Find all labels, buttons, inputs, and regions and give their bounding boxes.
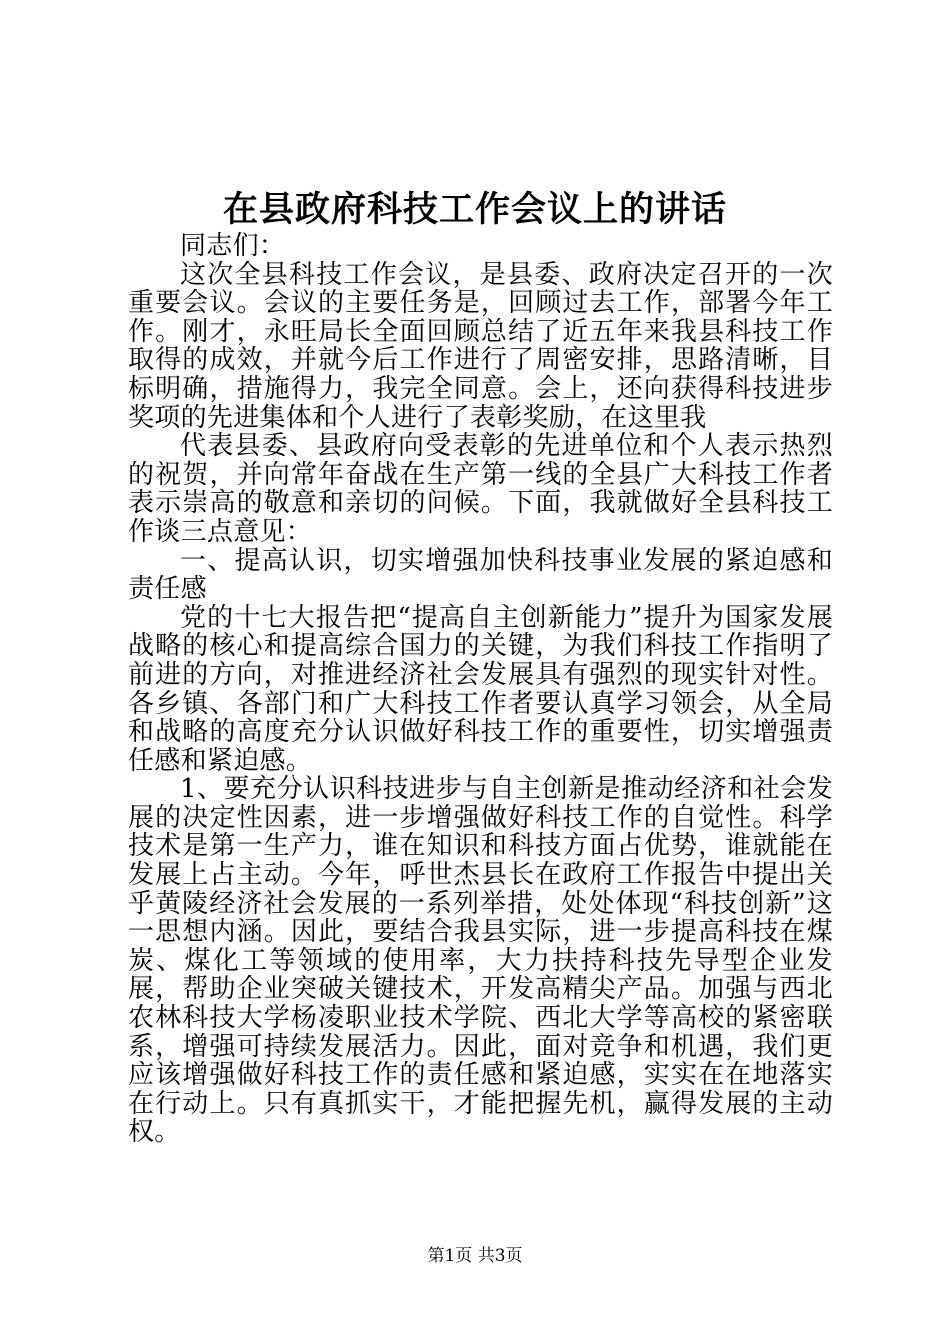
page-footer: 第1页 共3页 — [427, 1246, 523, 1266]
paragraph-point-1: 1、要充分认识科技进步与自主创新是推动经济和社会发展的决定性因素，进一步增强做好科技工作的自觉性。科学技术是第一生产力，谁在知识和科技方面占优势，谁就能在发展上占主动。今年，呼世杰县长在政府工作报告中提出关乎黄陵经济社会发展的一系列举措，处处体现“科技创新”这一思想内涵。因此，要结合我县实际，进一步提高科技在煤炭、煤化工等领域的使用率，大力扶持科技先导型企业发展，帮助企业突破关键技术，开发高精尖产品。加强与西北农林科技大学杨凌职业技术学院、西北大学等高校的紧密联系，增强可持续发展活力。因此，面对竞争和机遇，我们更应该增强做好科技工作的责任感和紧迫感，实实在在地落实在行动上。只有真抓实干，才能把握先机，赢得发展的主动权。 — [128, 774, 833, 1148]
paragraph-congratulations: 代表县委、县政府向受表彰的先进单位和个人表示热烈的祝贺，并向常年奋战在生产第一线的全县广大科技工作者表示崇高的敬意和亲切的问候。下面，我就做好全县科技工作谈三点意见： — [128, 431, 833, 547]
paragraph-section-1: 党的十七大报告把“提高自主创新能力”提升为国家发展战略的核心和提高综合国力的关键，为我们科技工作指明了前进的方向，对推进经济社会发展具有强烈的现实针对性。各乡镇、各部门和广大科技工作者要认真学习领会，从全局和战略的高度充分认识做好科技工作的重要性，切实增强责任感和紧迫感。 — [128, 602, 833, 776]
section-heading-1: 一、提高认识，切实增强加快科技事业发展的紧迫感和责任感 — [128, 545, 833, 605]
document-body — [128, 232, 833, 1147]
paragraph-opening: 这次全县科技工作会议，是县委、政府决定召开的一次重要会议。会议的主要任务是，回顾过去工作，部署今年工作。刚才，永旺局长全面回顾总结了近五年来我县科技工作取得的成效，并就今后工作进行了周密安排，思路清晰，目标明确，措施得力，我完全同意。会上，还向获得科技进步奖项的先进集体和个人进行了表彰奖励，在这里我 — [128, 259, 833, 433]
document-title: 在县政府科技工作会议上的讲话 — [222, 189, 727, 230]
salutation: 同志们： — [180, 231, 286, 261]
